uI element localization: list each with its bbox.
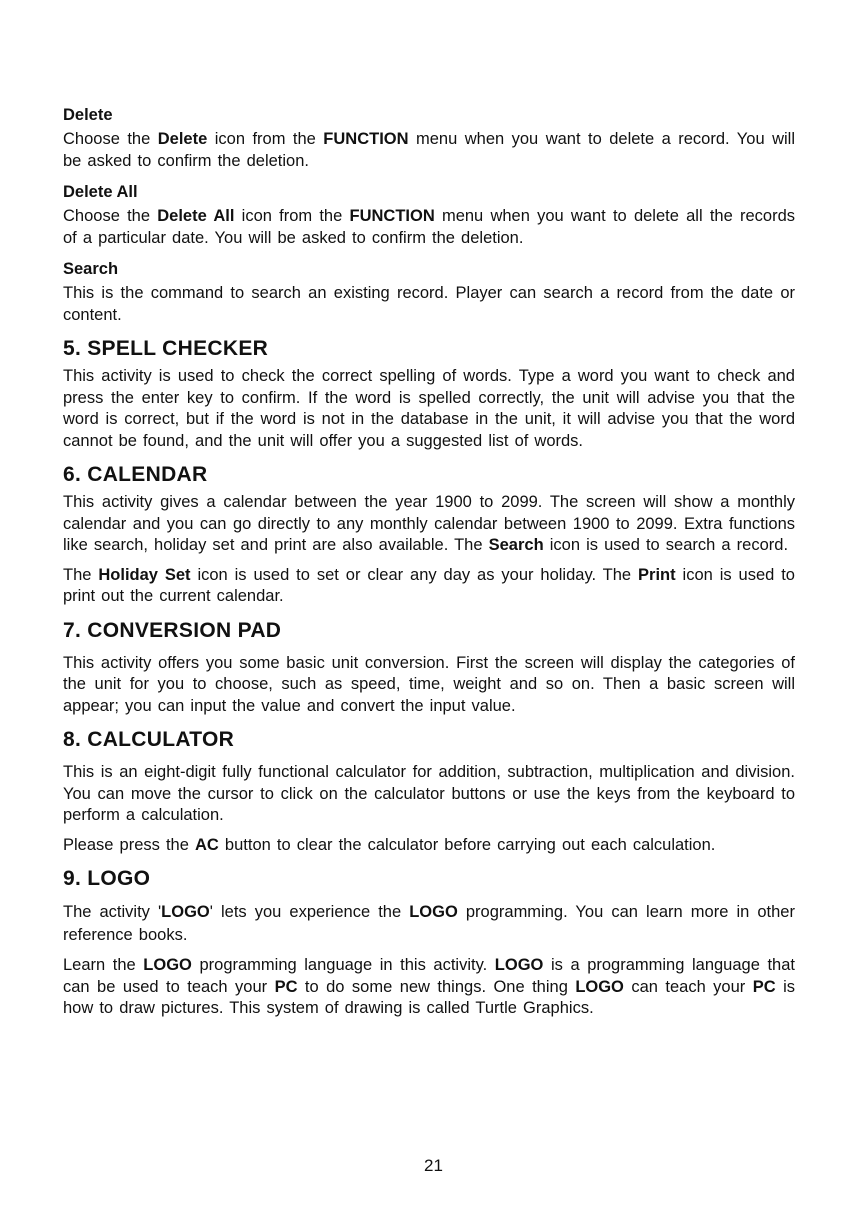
delete-heading: Delete [63,106,113,124]
bold-term: LOGO [409,903,458,921]
section-title-conversion-pad: 7. CONVERSION PAD [63,618,282,642]
calculator-paragraph-1: This is an eight-digit fully functional calculator for addition, subtraction, multiplication and division. You can move the cursor to click on the calculator buttons or use the keys from the keyboard to perform a calculation. [63,763,795,824]
bold-term: Delete [157,130,208,148]
bold-term: LOGO [161,903,210,921]
bold-term: LOGO [494,956,544,974]
bold-term: FUNCTION [349,207,435,225]
bold-term: PC [752,977,776,996]
delete-all-paragraph: Choose the Delete All icon from the FUNCTION menu when you want to delete all the records of a particular date. You will be asked to confirm the deletion. [63,207,795,247]
section-title-logo: 9. LOGO [63,867,151,890]
bold-term: Print [638,565,676,584]
manual-page [63,104,795,1020]
section-title-calendar: 6. CALENDAR [63,463,208,486]
calculator-paragraph-2: Please press the AC button to clear the calculator before carrying out each calculation. [63,835,716,854]
section-title-spell-checker: 5. SPELL CHECKER [63,337,269,360]
spell-checker-paragraph: This activity is used to check the correct spelling of words. Type a word you want to check and press the enter key to confirm. If the word is spelled correctly, the unit will advise you that the word is correct, but if the word is not in the database in the unit, it will advise you that the word cannot be found, and the unit will offer you a suggested list of words. [63,367,795,450]
bold-term: FUNCTION [323,130,409,148]
bold-term: PC [274,977,298,996]
conversion-pad-paragraph: This activity offers you some basic unit conversion. First the screen will display the categories of the unit for you to choose, such as speed, time, weight and so on. Then a basic screen will appear; you can input the value and convert the input value. [63,653,795,715]
page-number: 21 [424,1156,443,1175]
calendar-paragraph-1: This activity gives a calendar between the year 1900 to 2099. The screen will show a monthly calendar and you can go directly to any monthly calendar between 1900 to 2099. Extra functions like search, holiday set and print are also available. The Search icon is used to search a record. [63,493,795,554]
search-paragraph: This is the command to search an existing record. Player can search a record from the date or content. [63,284,795,324]
bold-term: Delete All [157,207,235,225]
bold-term: Search [488,536,544,554]
delete-paragraph: Choose the Delete icon from the FUNCTION menu when you want to delete a record. You will be asked to confirm the deletion. [63,130,795,170]
delete-all-heading: Delete All [63,183,138,201]
logo-paragraph-1: The activity 'LOGO' lets you experience the LOGO programming. You can learn more in other reference books. [63,903,795,944]
section-title-calculator: 8. CALCULATOR [63,728,235,751]
bold-term: LOGO [143,956,192,974]
calendar-paragraph-2: The Holiday Set icon is used to set or clear any day as your holiday. The Print icon is used to print out the current calendar. [63,565,795,605]
bold-term: AC [195,835,219,854]
bold-term: Holiday Set [98,565,191,584]
logo-paragraph-2: Learn the LOGO programming language in this activity. LOGO is a programming language that can be used to teach your PC to do some new things. One thing LOGO can teach your PC is how to draw pictures. This system of drawing is called Turtle Graphics. [63,956,795,1017]
search-heading: Search [63,260,119,278]
bold-term: LOGO [575,977,624,996]
